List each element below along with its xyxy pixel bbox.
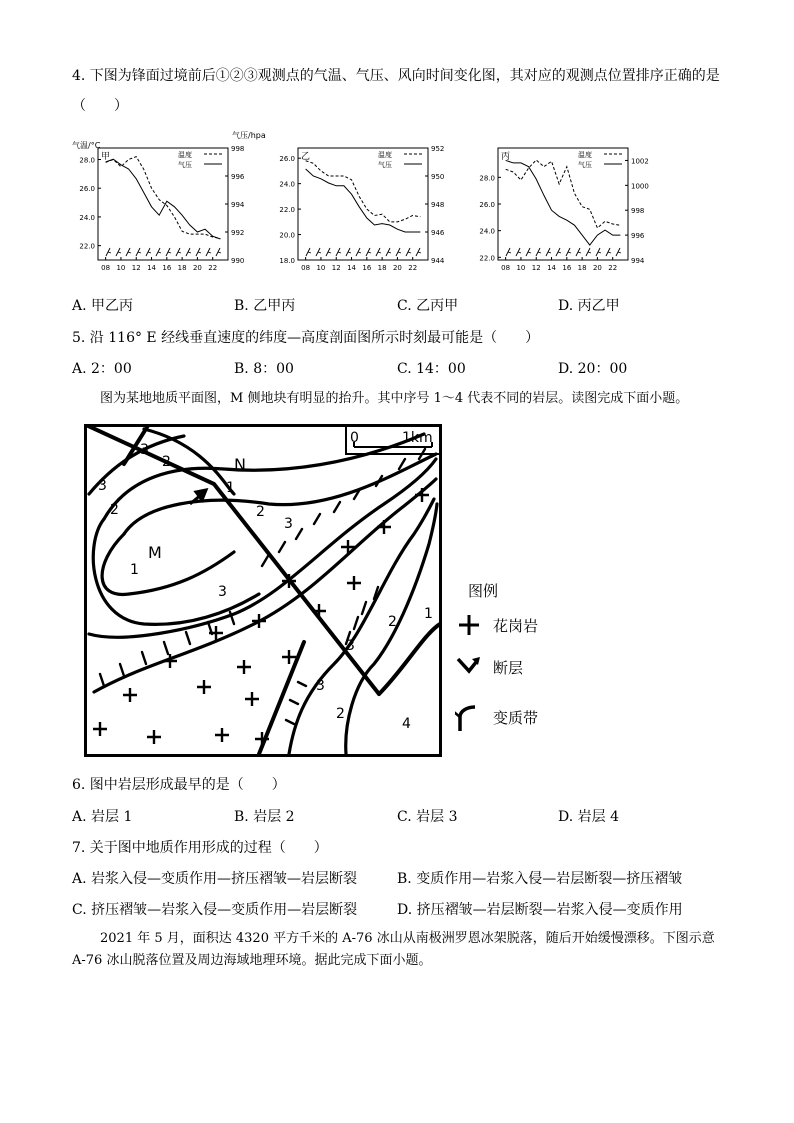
- layer-label: 3: [218, 584, 227, 600]
- wind-barb: [536, 248, 541, 256]
- pres-tick-label: 944: [431, 257, 445, 265]
- q4-stem: 4. 下图为锋面过境前后①②③观测点的气温、气压、风向时间变化图，其对应的观测点位置排序正确的是: [72, 68, 720, 84]
- q7-stem: 7. 关于图中地质作用形成的过程（ ）: [72, 840, 328, 856]
- x-tick-label: 22: [608, 264, 618, 272]
- iceberg-intro: 2021 年 5 月，面积达 4320 平方千米的 A-76 冰山从南极洲罗恩冰架脱落，随后开始缓慢漂移。下图示意 A-76 冰山脱落位置及周边海域地理环境。据此完成下面小题。: [72, 931, 715, 968]
- wind-barb: [216, 248, 221, 256]
- chart-yi: [279, 145, 445, 272]
- fault-arrow-icon: [455, 653, 483, 677]
- pres-tick-label: 996: [631, 232, 645, 241]
- q6-option-a[interactable]: A. 岩层 1: [72, 809, 133, 825]
- pres-tick-label: 994: [231, 201, 245, 209]
- q4-option-b[interactable]: B. 乙甲丙: [234, 298, 296, 314]
- pres-tick-label: 996: [231, 173, 245, 181]
- x-tick-label: 08: [101, 264, 111, 272]
- wind-barb: [146, 248, 151, 256]
- temp-tick-label: 18.0: [279, 257, 295, 265]
- pressure-line: [306, 169, 421, 232]
- wind-barb: [596, 248, 601, 256]
- wind-barb: [586, 248, 591, 256]
- wind-barb: [346, 248, 351, 256]
- x-tick-label: 16: [562, 264, 572, 272]
- legend-fault-label: 断层: [493, 659, 524, 677]
- wind-barb: [396, 248, 401, 256]
- layer-label: 3: [284, 516, 293, 532]
- wind-barb: [336, 248, 341, 256]
- temp-tick-label: 22.0: [279, 206, 295, 215]
- pres-tick-label: 948: [431, 201, 445, 209]
- wind-barb: [136, 248, 141, 256]
- q6-option-b[interactable]: B. 岩层 2: [234, 809, 295, 825]
- pres-tick-label: 946: [431, 229, 445, 237]
- layer-label: 4: [402, 716, 411, 732]
- q7-option-b[interactable]: B. 变质作用—岩浆入侵—岩层断裂—挤压褶皱: [397, 871, 683, 887]
- wind-barb: [386, 248, 391, 256]
- q4-blank: （ ）: [72, 98, 128, 114]
- chart-title: 甲: [101, 152, 111, 162]
- wind-barb: [156, 248, 161, 256]
- pres-tick-label: 950: [431, 173, 445, 181]
- left-axis-label: 气温/°C: [72, 141, 101, 150]
- legend-temp: 温度: [578, 151, 592, 159]
- layer-label: 2: [256, 504, 265, 520]
- q6-option-c[interactable]: C. 岩层 3: [397, 809, 458, 825]
- x-tick-label: 10: [316, 264, 326, 272]
- pres-tick-label: 990: [231, 257, 245, 265]
- wind-barb: [176, 248, 181, 256]
- q6-stem: 6. 图中岩层形成最早的是（ ）: [72, 777, 286, 793]
- plot-frame: [98, 148, 228, 260]
- wind-barb: [576, 248, 581, 256]
- temp-tick-label: 22.0: [479, 254, 495, 263]
- x-tick-label: 20: [592, 264, 602, 272]
- wind-barb: [556, 248, 561, 256]
- plot-frame: [498, 148, 628, 260]
- layer-label: 3: [140, 442, 149, 458]
- layer-label: 2: [162, 454, 171, 470]
- plus-icon: [457, 613, 481, 637]
- legend-pres: 气压: [378, 161, 392, 169]
- wind-barb: [366, 248, 371, 256]
- wind-barb: [306, 248, 311, 256]
- legend-temp: 温度: [378, 151, 392, 159]
- q4-option-c[interactable]: C. 乙丙甲: [397, 298, 459, 314]
- temp-tick-label: 26.0: [79, 185, 95, 194]
- legend-granite: [455, 611, 575, 639]
- metamorphic-belt-icon: [455, 703, 483, 733]
- x-tick-label: 20: [192, 264, 202, 272]
- x-tick-label: 14: [547, 264, 556, 272]
- q5-option-b[interactable]: B. 8：00: [234, 361, 294, 377]
- x-tick-label: 08: [301, 264, 311, 272]
- x-tick-label: 12: [331, 264, 341, 272]
- temp-tick-label: 24.0: [479, 227, 495, 236]
- q7-option-d[interactable]: D. 挤压褶皱—岩层断裂—岩浆入侵—变质作用: [397, 902, 683, 918]
- legend-fault: [455, 653, 575, 681]
- temp-tick-label: 26.0: [279, 155, 295, 164]
- wind-barb: [196, 248, 201, 256]
- temp-tick-label: 24.0: [279, 180, 295, 189]
- x-tick-label: 12: [531, 264, 541, 272]
- temp-tick-label: 28.0: [479, 174, 495, 183]
- wind-barb: [376, 248, 381, 256]
- legend-granite-label: 花岗岩: [493, 617, 539, 635]
- wind-barb: [546, 248, 551, 256]
- chart-jia: [79, 145, 245, 272]
- scale-km: 1km: [402, 430, 433, 446]
- pres-tick-label: 998: [231, 145, 245, 153]
- temp-tick-label: 26.0: [479, 201, 495, 209]
- layer-label: 2: [336, 706, 345, 722]
- layer-label: 3: [316, 678, 325, 694]
- x-tick-label: 10: [516, 264, 526, 272]
- wind-barb: [166, 248, 171, 256]
- q5-stem: 5. 沿 116° E 经线垂直速度的纬度—高度剖面图所示时刻最可能是（ ）: [72, 330, 540, 346]
- chart-title: 丙: [501, 152, 511, 162]
- label-N: N: [234, 455, 246, 474]
- pres-tick-label: 952: [431, 145, 445, 153]
- q5-option-a[interactable]: A. 2：00: [72, 361, 132, 377]
- wind-barb: [356, 248, 361, 256]
- pres-tick-label: 1000: [631, 182, 649, 191]
- layer-label: 1: [226, 480, 235, 496]
- chart-bing: [479, 148, 648, 272]
- q5-option-c[interactable]: C. 14：00: [397, 361, 466, 377]
- q6-option-d[interactable]: D. 岩层 4: [558, 809, 619, 825]
- temp-tick-label: 28.0: [79, 156, 95, 165]
- wind-barb: [406, 248, 411, 256]
- layer-label: 1: [130, 562, 139, 578]
- q5-option-d[interactable]: D. 20：00: [558, 361, 628, 377]
- temp-tick-label: 24.0: [79, 213, 95, 222]
- x-tick-label: 20: [392, 264, 402, 272]
- layer-label: 3: [346, 638, 355, 654]
- legend-pres: 气压: [178, 161, 192, 169]
- scale-zero: 0: [350, 430, 359, 446]
- temp-tick-label: 22.0: [79, 242, 95, 251]
- pres-tick-label: 1002: [631, 157, 649, 166]
- wind-barb: [316, 248, 321, 256]
- q7-option-c[interactable]: C. 挤压褶皱—岩浆入侵—变质作用—岩层断裂: [72, 902, 358, 918]
- x-tick-label: 18: [177, 264, 187, 272]
- pres-tick-label: 992: [231, 229, 245, 237]
- q4-option-a[interactable]: A. 甲乙丙: [72, 298, 134, 314]
- x-tick-label: 12: [131, 264, 141, 272]
- legend-title: 图例: [468, 582, 499, 600]
- x-tick-label: 18: [377, 264, 387, 272]
- q4-option-d[interactable]: D. 丙乙甲: [558, 298, 620, 314]
- wind-barb: [526, 248, 531, 256]
- x-tick-label: 18: [577, 264, 587, 272]
- temperature-line: [106, 157, 221, 239]
- geo-intro: 图为某地地质平面图，M 侧地块有明显的抬升。其中序号 1～4 代表不同的岩层。读图完成下面小题。: [100, 391, 689, 406]
- wind-barb: [326, 248, 331, 256]
- pres-tick-label: 994: [631, 257, 645, 265]
- pressure-line: [506, 160, 621, 245]
- legend-pres: 气压: [578, 161, 592, 169]
- q7-option-a[interactable]: A. 岩浆入侵—变质作用—挤压褶皱—岩层断裂: [72, 871, 358, 887]
- legend-metamorphic: [455, 703, 575, 731]
- weather-charts: [68, 128, 728, 278]
- layer-label: 1: [424, 606, 433, 622]
- plot-frame: [298, 148, 428, 260]
- x-tick-label: 16: [362, 264, 372, 272]
- label-M: M: [148, 543, 162, 562]
- wind-barb: [106, 248, 111, 256]
- x-tick-label: 22: [408, 264, 418, 272]
- wind-barb: [186, 248, 191, 256]
- x-tick-label: 14: [147, 264, 156, 272]
- pressure-line: [106, 159, 221, 239]
- temp-tick-label: 20.0: [279, 231, 295, 240]
- right-axis-label: 气压/hpa: [232, 131, 266, 140]
- x-tick-label: 14: [347, 264, 356, 272]
- wind-barb: [116, 248, 121, 256]
- wind-barb: [616, 248, 621, 256]
- x-tick-label: 10: [116, 264, 126, 272]
- wind-barb: [206, 248, 211, 256]
- pres-tick-label: 998: [631, 207, 645, 216]
- layer-label: 3: [98, 478, 107, 494]
- wind-barb: [416, 248, 421, 256]
- x-tick-label: 16: [162, 264, 172, 272]
- layer-label: 2: [388, 614, 397, 630]
- wind-barb: [126, 248, 131, 256]
- x-tick-label: 08: [501, 264, 511, 272]
- wind-barb: [606, 248, 611, 256]
- wind-barb: [516, 248, 521, 256]
- wind-barb: [566, 248, 571, 256]
- legend-temp: 温度: [178, 151, 192, 159]
- x-tick-label: 22: [208, 264, 218, 272]
- chart-title: 乙: [301, 152, 311, 162]
- layer-label: 2: [110, 502, 119, 518]
- wind-barb: [506, 248, 511, 256]
- legend-metamorphic-label: 变质带: [493, 709, 539, 727]
